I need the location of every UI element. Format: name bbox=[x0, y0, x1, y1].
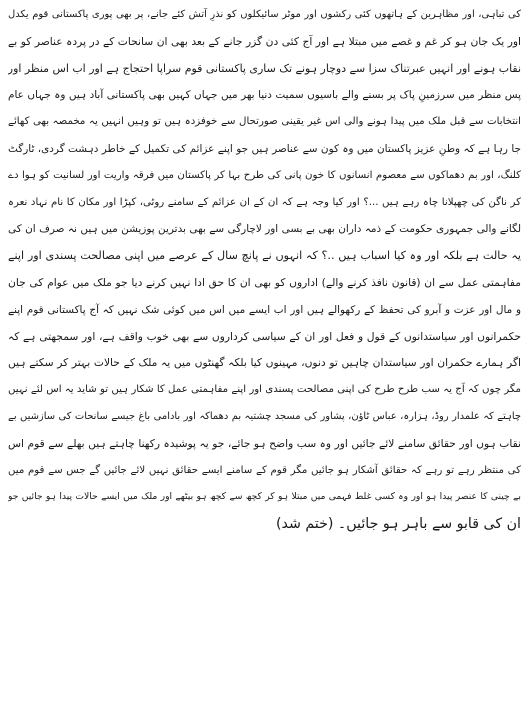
article-line: یہ حالت ہے بلکہ اور وہ کیا اسباب ہیں ..؟ کہ انہوں نے پانچ سال کے عرصے میں اپنی مصالحت پسندی اور اپنے bbox=[8, 249, 521, 263]
closing-mark: (ختم شد) bbox=[275, 516, 334, 533]
article-line: بے چینی کا عنصر پیدا ہو اور وہ کسی غلط فہمی میں مبتلا ہو کر کچھ سے کچھ ہو بیٹھے اور ملک میں ایسے حالات پیدا ہو جائیں جو bbox=[8, 491, 521, 503]
article-line: حکمرانوں اور سیاستدانوں کے قول و فعل اور ان کے سیاسی کرداروں سے بھی خوب واقف ہے، اور سمجھتی ہے کہ bbox=[8, 329, 521, 343]
article-last-line bbox=[8, 511, 521, 538]
article-line: جا رہا ہے کہ وطنِ عزیز پاکستان میں وہ کون سے عناصر ہیں جو اپنے عزائم کی تکمیل کے خاطر دہشت گردی، ٹارگٹ bbox=[8, 142, 521, 155]
article-body bbox=[8, 2, 521, 538]
article-line: کی تباہی، اور مظاہرین کے ہاتھوں کئی رکشوں اور موٹر سائیکلوں کو نذرِ آتش کئے جانے، پر بھی پوری پاکستانی قوم یکدل bbox=[8, 9, 521, 20]
article-line: لگانے والی جمہوری حکومت کے ذمہ داران بھی بے بسی اور لاچارگی سے بھی بدترین پوزیشن میں ہیں نہ صرف ان کی bbox=[8, 223, 521, 236]
article-line: انتخابات سے قبل ملک میں پیدا ہونے والی اس غیر یقینی صورتحال سے خوفزدہ ہیں تو وہیں انہیں یہ مخمصہ بھی کھائے bbox=[8, 116, 521, 128]
article-line: نقاب ہونے اور انہیں عبرتناک سزا سے دوچار ہونے تک ساری پاکستانی قوم سراپا احتجاج ہے اور اب اس منظر اور bbox=[8, 61, 521, 75]
article-line: کر ناگن کی چھپلانا چاہ رہے ہیں ...؟ اور کیا وجہ ہے کہ ان کے ان عزائم کے سامنے روٹی، کپڑا اور مکان کا نام نہاد نعرہ bbox=[8, 196, 521, 208]
article-line: پس منظر میں سرزمینِ پاک پر بسنے والے باسیوں سمیت دنیا بھر میں جہاں کہیں بھی پاکستانی آباد ہیں وہ جہاں عام bbox=[8, 89, 521, 102]
article-line: و مال اور عزت و آبرو کی تحفظ کے رکھوالے ہیں اور اب ایسے میں اس میں کوئی شک نہیں کہ آج پاکستانی قوم اپنے bbox=[8, 303, 521, 316]
article-line: کلنگ، اور بم دھماکوں سے معصوم انسانوں کا خون پانی کی طرح بہا کر پاکستان میں فرقہ واریت اور لسانیت کو ہوا دے bbox=[8, 169, 521, 181]
article-line: مفاہمتی عمل سے ان (قانون نافذ کرنے والے) اداروں کو بھی ان کا حق ادا نہیں کرنے دیا جو ملک میں عوام کی جان bbox=[8, 275, 521, 289]
article-line: ان کی قابو سے باہر ہو جائیں۔ bbox=[337, 516, 521, 533]
article-line: نقاب ہوں اور حقائق سامنے لائے جائیں اور وہ سب واضح ہو جائے، جو یہ پوشیدہ رکھنا چاہتے ہیں بھلے سے قوم اس bbox=[8, 436, 521, 450]
article-line: اگر ہمارے حکمران اور سیاستدان چاہیں تو دنوں، مہینوں کیا بلکہ گھنٹوں میں یہ ملک کے حالات بہتر کر سکتے ہیں bbox=[8, 356, 521, 370]
article-line: اور یک جان ہو کر غم و غصے میں مبتلا ہے اور آج کئی دن گزر جانے کے بعد بھی ان سانحات کے در پردہ عناصر کو بے bbox=[8, 34, 521, 48]
article-line: کی منتظر رہے تو رہے کہ حقائق آشکار ہو جائیں مگر قوم کے سامنے ایسے حقائق نہیں لائے جائیں گے جس سے قوم میں bbox=[8, 464, 521, 476]
article-line: چاہتے کہ علمدار روڈ، ہزارہ، عباس ٹاؤن، پشاور کی مسجد چشتیہ بم دھماکہ اور بادامی باغ جیسے سانحات کی سازشیں بے bbox=[8, 410, 521, 422]
article-line: مگر چوں کہ آج یہ سب طرح طرح کی اپنی مصالحت پسندی اور اپنے مفاہمتی عمل کا شکار ہیں تو شاید یہ اس لئے نہیں bbox=[8, 384, 521, 396]
